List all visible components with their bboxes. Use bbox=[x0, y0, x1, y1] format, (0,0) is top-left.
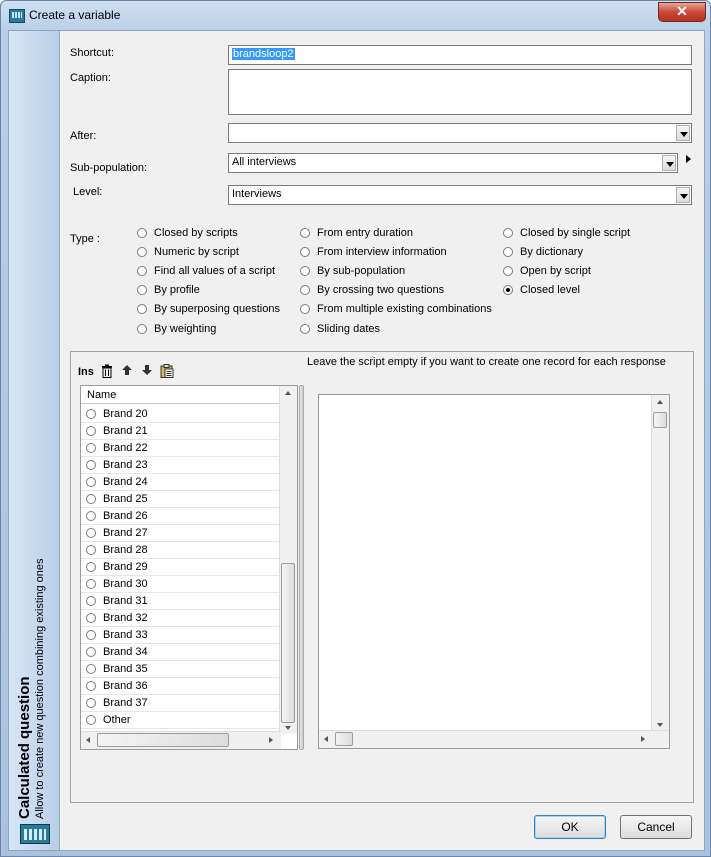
list-item[interactable] bbox=[81, 712, 281, 729]
type-option[interactable] bbox=[137, 265, 275, 277]
level-select[interactable] bbox=[228, 185, 692, 205]
calculator-icon bbox=[20, 824, 50, 844]
type-option[interactable] bbox=[503, 265, 591, 277]
list-item[interactable] bbox=[81, 576, 281, 593]
radio-button[interactable] bbox=[86, 698, 96, 708]
radio-button[interactable] bbox=[503, 285, 513, 295]
radio-button[interactable] bbox=[300, 324, 310, 334]
radio-button[interactable] bbox=[300, 247, 310, 257]
caption-label: Caption: bbox=[70, 72, 111, 84]
type-option[interactable] bbox=[300, 323, 380, 335]
type-label: Type : bbox=[70, 233, 100, 245]
shortcut-value: brandsloop2 bbox=[233, 48, 294, 60]
list-item[interactable] bbox=[81, 559, 281, 576]
type-option[interactable] bbox=[137, 246, 239, 258]
radio-button[interactable] bbox=[300, 266, 310, 276]
list-item[interactable] bbox=[81, 474, 281, 491]
list-item-label: Brand 35 bbox=[103, 663, 148, 675]
level-label: Level: bbox=[73, 186, 103, 198]
ok-button[interactable]: OK bbox=[534, 815, 606, 839]
list-item-label: Brand 25 bbox=[103, 493, 148, 505]
list-item[interactable] bbox=[81, 593, 281, 610]
type-option[interactable] bbox=[137, 227, 238, 239]
radio-button[interactable] bbox=[86, 477, 96, 487]
list-horizontal-scrollbar[interactable] bbox=[81, 731, 281, 749]
close-button[interactable]: ✕ bbox=[658, 2, 706, 22]
type-option[interactable] bbox=[137, 284, 200, 296]
type-option[interactable] bbox=[300, 284, 444, 296]
type-option[interactable] bbox=[503, 227, 630, 239]
list-item-label: Brand 29 bbox=[103, 561, 148, 573]
pane-splitter[interactable] bbox=[299, 385, 304, 750]
subpopulation-label: Sub-population: bbox=[70, 162, 148, 174]
radio-button[interactable] bbox=[137, 285, 147, 295]
list-item-label: Brand 36 bbox=[103, 680, 148, 692]
list-item-label: Brand 22 bbox=[103, 442, 148, 454]
list-toolbar bbox=[78, 364, 174, 380]
list-item[interactable] bbox=[81, 423, 281, 440]
type-option-label: Numeric by script bbox=[154, 246, 239, 258]
list-item-label: Brand 23 bbox=[103, 459, 148, 471]
window-title: Create a variable bbox=[29, 8, 121, 22]
script-horizontal-scrollbar[interactable] bbox=[319, 730, 669, 748]
radio-button[interactable] bbox=[86, 647, 96, 657]
list-item[interactable] bbox=[81, 491, 281, 508]
type-option-label: By dictionary bbox=[520, 246, 583, 258]
list-scroll-thumb[interactable] bbox=[281, 563, 295, 723]
arrow-down-icon[interactable] bbox=[140, 364, 154, 380]
type-option-label: From multiple existing combinations bbox=[317, 303, 492, 315]
type-option[interactable] bbox=[137, 323, 216, 335]
insert-button[interactable]: Ins bbox=[78, 366, 94, 378]
scroll-left-icon[interactable] bbox=[86, 737, 90, 743]
trash-icon[interactable] bbox=[100, 364, 114, 380]
type-option-label: Closed level bbox=[520, 284, 580, 296]
scroll-down-icon[interactable] bbox=[657, 723, 663, 727]
list-item-label: Brand 30 bbox=[103, 578, 148, 590]
side-text bbox=[16, 559, 46, 819]
scroll-right-icon[interactable] bbox=[641, 736, 645, 742]
list-hscroll-thumb[interactable] bbox=[97, 733, 229, 747]
list-item[interactable] bbox=[81, 695, 281, 712]
radio-button[interactable] bbox=[503, 228, 513, 238]
after-label: After: bbox=[70, 130, 97, 142]
list-item[interactable] bbox=[81, 440, 281, 457]
radio-button[interactable] bbox=[503, 266, 513, 276]
radio-button[interactable] bbox=[86, 613, 96, 623]
button-bar bbox=[70, 805, 698, 849]
shortcut-label: Shortcut: bbox=[70, 47, 115, 59]
list-item[interactable] bbox=[81, 610, 281, 627]
radio-button[interactable] bbox=[86, 681, 96, 691]
list-item-label: Brand 31 bbox=[103, 595, 148, 607]
list-item-label: Brand 26 bbox=[103, 510, 148, 522]
shortcut-input[interactable] bbox=[228, 45, 692, 65]
list-vertical-scrollbar[interactable] bbox=[279, 386, 297, 734]
list-item[interactable] bbox=[81, 406, 281, 423]
list-item-label: Brand 27 bbox=[103, 527, 148, 539]
radio-button[interactable] bbox=[86, 426, 96, 436]
chevron-right-icon[interactable] bbox=[686, 155, 691, 163]
type-option-label: By weighting bbox=[154, 323, 217, 335]
radio-button[interactable] bbox=[86, 443, 96, 453]
type-option-label: By profile bbox=[154, 284, 200, 296]
list-item-label: Other bbox=[103, 714, 131, 726]
cancel-button[interactable]: Cancel bbox=[620, 815, 692, 839]
radio-button[interactable] bbox=[86, 715, 96, 725]
type-option[interactable] bbox=[300, 303, 492, 315]
list-item-label: Brand 34 bbox=[103, 646, 148, 658]
radio-button[interactable] bbox=[86, 664, 96, 674]
chevron-down-icon[interactable] bbox=[676, 125, 690, 141]
radio-button[interactable] bbox=[137, 324, 147, 334]
list-item[interactable] bbox=[81, 525, 281, 542]
script-vertical-scrollbar[interactable] bbox=[651, 395, 669, 731]
side-title: Calculated question bbox=[16, 676, 33, 819]
script-editor[interactable] bbox=[318, 394, 670, 749]
radio-button[interactable] bbox=[86, 630, 96, 640]
type-option[interactable] bbox=[137, 303, 280, 315]
arrow-up-icon[interactable] bbox=[120, 364, 134, 380]
level-value: Interviews bbox=[232, 188, 282, 200]
scroll-down-icon[interactable] bbox=[285, 726, 291, 730]
type-option-label: Closed by scripts bbox=[154, 227, 238, 239]
list-item[interactable] bbox=[81, 678, 281, 695]
type-option-label: From entry duration bbox=[317, 227, 413, 239]
script-scroll-thumb[interactable] bbox=[653, 412, 667, 428]
list-item[interactable] bbox=[81, 627, 281, 644]
radio-button[interactable] bbox=[86, 562, 96, 572]
list-item-label: Brand 20 bbox=[103, 408, 148, 420]
type-option-label: Find all values of a script bbox=[154, 265, 276, 277]
radio-button[interactable] bbox=[86, 494, 96, 504]
radio-button[interactable] bbox=[300, 285, 310, 295]
radio-button[interactable] bbox=[300, 304, 310, 314]
dialog-client bbox=[8, 30, 705, 851]
type-option[interactable] bbox=[503, 246, 583, 258]
list-item[interactable] bbox=[81, 457, 281, 474]
side-subtitle: Allow to create new question combining existing ones bbox=[34, 558, 46, 819]
chevron-down-icon[interactable] bbox=[676, 187, 690, 203]
subpopulation-value: All interviews bbox=[232, 156, 297, 168]
list-item-label: Brand 28 bbox=[103, 544, 148, 556]
type-option-label: Sliding dates bbox=[317, 323, 380, 335]
type-option-label: By superposing questions bbox=[154, 303, 280, 315]
radio-button[interactable] bbox=[86, 579, 96, 589]
list-item[interactable] bbox=[81, 508, 281, 525]
chevron-down-icon[interactable] bbox=[662, 155, 676, 171]
type-option[interactable] bbox=[503, 284, 580, 296]
subpopulation-select[interactable] bbox=[228, 153, 678, 173]
list-item[interactable] bbox=[81, 644, 281, 661]
radio-button[interactable] bbox=[86, 409, 96, 419]
radio-button[interactable] bbox=[86, 511, 96, 521]
radio-button[interactable] bbox=[137, 304, 147, 314]
type-option-label: By crossing two questions bbox=[317, 284, 445, 296]
list-item-label: Brand 21 bbox=[103, 425, 148, 437]
scroll-right-icon[interactable] bbox=[269, 737, 273, 743]
scroll-up-icon[interactable] bbox=[657, 400, 663, 404]
list-rows bbox=[81, 406, 281, 729]
radio-button[interactable] bbox=[86, 460, 96, 470]
radio-button[interactable] bbox=[503, 247, 513, 257]
radio-button[interactable] bbox=[300, 228, 310, 238]
type-option-label: By sub-population bbox=[317, 265, 406, 277]
radio-button[interactable] bbox=[137, 228, 147, 238]
app-icon bbox=[9, 9, 25, 23]
radio-button[interactable] bbox=[137, 247, 147, 257]
radio-button[interactable] bbox=[86, 596, 96, 606]
after-select[interactable] bbox=[228, 123, 692, 143]
script-panel bbox=[70, 351, 694, 803]
radio-button[interactable] bbox=[86, 528, 96, 538]
clipboard-icon[interactable] bbox=[160, 364, 174, 380]
list-item[interactable] bbox=[81, 661, 281, 678]
type-option-label: From interview information bbox=[317, 246, 447, 258]
type-option[interactable] bbox=[300, 246, 447, 258]
type-option-label: Closed by single script bbox=[520, 227, 631, 239]
list-item-label: Brand 32 bbox=[103, 612, 148, 624]
caption-input[interactable] bbox=[228, 69, 692, 115]
radio-button[interactable] bbox=[86, 545, 96, 555]
title-bar[interactable] bbox=[1, 1, 710, 29]
list-item-label: Brand 24 bbox=[103, 476, 148, 488]
type-option[interactable] bbox=[300, 265, 405, 277]
list-item-label: Brand 33 bbox=[103, 629, 148, 641]
type-option[interactable] bbox=[300, 227, 413, 239]
radio-button[interactable] bbox=[137, 266, 147, 276]
variable-list[interactable] bbox=[80, 385, 298, 750]
type-option-label: Open by script bbox=[520, 265, 591, 277]
script-hscroll-thumb[interactable] bbox=[335, 732, 353, 746]
list-item-label: Brand 37 bbox=[103, 697, 148, 709]
scroll-left-icon[interactable] bbox=[324, 736, 328, 742]
scroll-up-icon[interactable] bbox=[285, 391, 291, 395]
side-panel bbox=[9, 31, 60, 850]
list-item[interactable] bbox=[81, 542, 281, 559]
column-header-name[interactable]: Name bbox=[81, 386, 281, 404]
script-note: Leave the script empty if you want to create one record for each response bbox=[307, 356, 666, 368]
